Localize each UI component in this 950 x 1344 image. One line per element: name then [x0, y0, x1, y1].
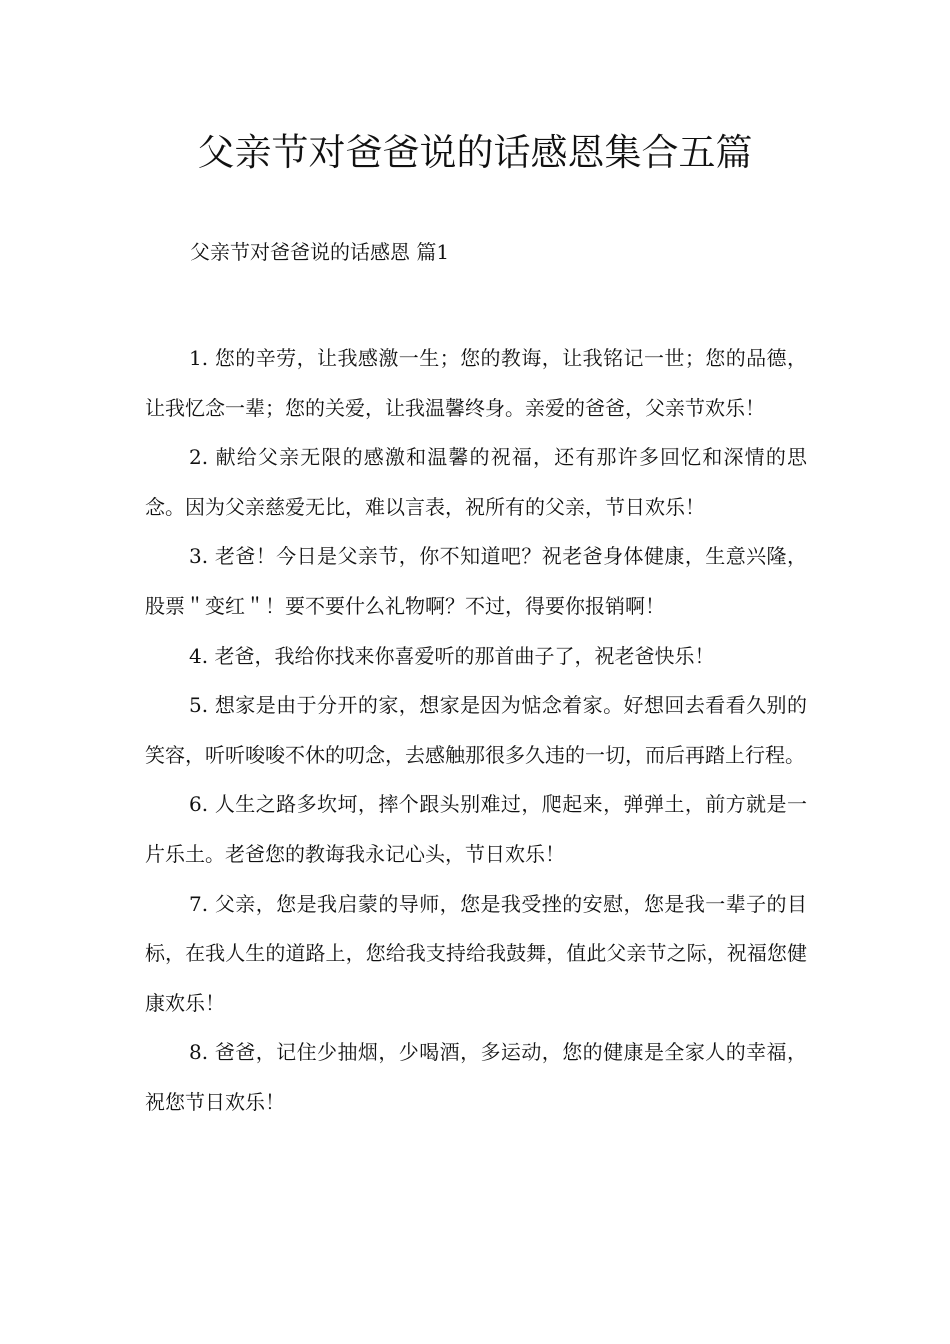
paragraph-4: 4. 老爸，我给你找来你喜爱听的那首曲子了，祝老爸快乐！: [189, 643, 715, 668]
paragraph-5: 5. 想家是由于分开的家，想家是因为惦念着家。好想回去看看久别的笑容，听听唆唆不休的叨念，去感触那很多久违的一切，而后再踏上行程。: [145, 693, 807, 767]
paragraph-2: 2. 献给父亲无限的感激和温馨的祝福，还有那许多回忆和深情的思念。因为父亲慈爱无比，难以言表，祝所有的父亲，节日欢乐！: [145, 445, 807, 519]
document-title: 父亲节对爸爸说的话感恩集合五篇: [197, 131, 753, 174]
section-heading: 父亲节对爸爸说的话感恩 篇1: [190, 240, 450, 264]
paragraph-8: 8. 爸爸，记住少抽烟，少喝酒，多运动，您的健康是全家人的幸福，祝您节日欢乐！: [145, 1040, 807, 1114]
paragraph-6: 6. 人生之路多坎坷，摔个跟头别难过，爬起来，弹弹土，前方就是一片乐土。老爸您的教诲我永记心头，节日欢乐！: [145, 792, 807, 866]
paragraph-3: 3. 老爸！今日是父亲节，你不知道吧？祝老爸身体健康，生意兴隆，股票＂变红＂！要不要什么礼物啊？不过，得要你报销啊！: [145, 544, 807, 618]
paragraph-1: 1. 您的辛劳，让我感激一生；您的教诲，让我铭记一世；您的品德，让我忆念一辈；您的关爱，让我温馨终身。亲爱的爸爸，父亲节欢乐！: [145, 346, 807, 420]
document-body: [145, 334, 807, 1128]
paragraph-7: 7. 父亲，您是我启蒙的导师，您是我受挫的安慰，您是我一辈子的目标，在我人生的道路上，您给我支持给我鼓舞，值此父亲节之际，祝福您健康欢乐！: [145, 891, 807, 1015]
